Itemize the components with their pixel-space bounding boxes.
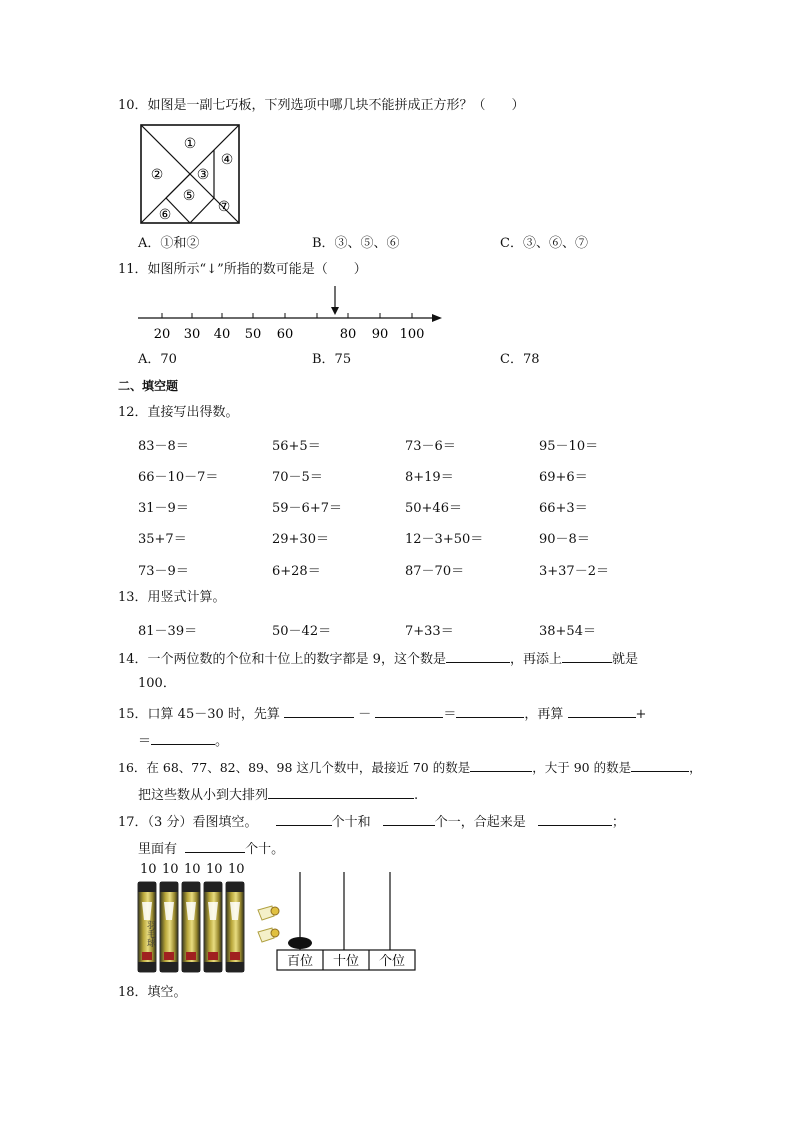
q14-blank-1[interactable] <box>446 649 510 663</box>
q16-line1 <box>118 758 702 776</box>
q16-text-2: ，大于 90 的数是 <box>532 760 632 775</box>
piece-label-7: ⑦ <box>217 199 231 215</box>
tube-count-label: 10 <box>184 862 201 877</box>
calc-item: 90－8＝ <box>539 532 590 547</box>
calc-item: 50+46＝ <box>405 501 462 516</box>
tube-icon <box>226 882 244 972</box>
shuttlecock-tubes-figure <box>136 880 284 974</box>
q15-minus: － <box>358 707 372 722</box>
q17-blank-3[interactable] <box>538 812 612 826</box>
q16-line2 <box>138 785 418 804</box>
calc-item: 31－9＝ <box>138 501 189 516</box>
q15-text-2: ，再算 <box>524 707 564 722</box>
q15-plus: + <box>635 707 647 722</box>
q12-stem: 12．直接写出得数。 <box>118 405 239 420</box>
piece-label-1: ① <box>183 136 197 152</box>
q11-option-b[interactable]: B．75 <box>312 352 352 367</box>
q10-option-a[interactable]: A．①和② <box>138 236 200 251</box>
q16-text-4: 把这些数从小到大排列 <box>138 788 269 803</box>
q17-blank-4[interactable] <box>185 839 245 853</box>
tangram-figure <box>140 124 242 226</box>
q14-line2: 100． <box>138 676 176 691</box>
vertical-calc-item: 81－39＝ <box>138 624 198 639</box>
place-label-hundreds: 百位 <box>286 954 314 969</box>
q16-blank-3[interactable] <box>268 785 414 799</box>
q16-text-1: 16．在 68、77、82、89、98 这几个数中，最接近 70 的数是 <box>118 760 471 775</box>
tick-label: 60 <box>276 327 294 342</box>
q17-text-4: ； <box>611 815 625 830</box>
piece-label-2: ② <box>150 167 164 183</box>
vertical-calc-item: 7+33＝ <box>405 624 454 639</box>
q17-text-1: 17．（3 分）看图填空。 <box>118 815 258 830</box>
tick-label: 50 <box>244 327 262 342</box>
place-label-ones: 个位 <box>378 954 406 969</box>
q11-stem: 11．如图所示“↓”所指的数可能是（ ） <box>118 262 367 277</box>
piece-label-4: ④ <box>220 152 234 168</box>
q17-text-3: 个一，合起来是 <box>434 815 526 830</box>
tick-label: 40 <box>213 327 231 342</box>
tick-label: 20 <box>153 327 171 342</box>
tube-count-label: 10 <box>162 862 179 877</box>
tube-count-label: 10 <box>140 862 157 877</box>
piece-label-5: ⑤ <box>182 188 196 204</box>
tube-count-label: 10 <box>206 862 223 877</box>
piece-label-3: ③ <box>196 167 210 183</box>
q15-text-1: 15．口算 45－30 时，先算 <box>118 707 280 722</box>
calc-item: 70－5＝ <box>272 470 323 485</box>
q14-blank-2[interactable] <box>562 649 612 663</box>
tube-icon <box>160 882 178 972</box>
q17-text-5: 里面有 <box>138 842 178 857</box>
calc-item: 6+28＝ <box>272 564 321 579</box>
q15-eq: ＝ <box>443 707 457 722</box>
calc-item: 56+5＝ <box>272 439 321 454</box>
q17-text-6: 个十。 <box>245 842 285 857</box>
tube-count-label: 10 <box>228 862 245 877</box>
section-title: 二、填空题 <box>118 379 179 393</box>
tick-label: 30 <box>183 327 201 342</box>
place-value-abacus <box>275 868 420 974</box>
calc-item: 69+6＝ <box>539 470 588 485</box>
q17-line2 <box>138 839 284 858</box>
calc-item: 73－9＝ <box>138 564 189 579</box>
calc-item: 3+37－2＝ <box>539 564 609 579</box>
calc-item: 87－70＝ <box>405 564 465 579</box>
calc-item: 73－6＝ <box>405 439 456 454</box>
calc-item: 83－8＝ <box>138 439 189 454</box>
q15-blank-3[interactable] <box>456 704 524 718</box>
calc-item: 35+7＝ <box>138 532 187 547</box>
q16-text-3: ， <box>689 760 702 775</box>
q15-blank-5[interactable] <box>151 731 215 745</box>
q13-stem: 13．用竖式计算。 <box>118 590 226 605</box>
q15-blank-1[interactable] <box>284 704 354 718</box>
calc-item: 59－6+7＝ <box>272 501 342 516</box>
calc-item: 66－10－7＝ <box>138 470 219 485</box>
calc-item: 8+19＝ <box>405 470 454 485</box>
number-line <box>134 284 446 344</box>
q18-stem: 18．填空。 <box>118 985 187 1000</box>
vertical-calc-item: 50－42＝ <box>272 624 332 639</box>
calc-item: 95－10＝ <box>539 439 599 454</box>
calc-item: 66+3＝ <box>539 501 588 516</box>
tube-icon <box>204 882 222 972</box>
q10-stem: 10．如图是一副七巧板，下列选项中哪几块不能拼成正方形？（ ） <box>118 98 525 113</box>
q15-blank-2[interactable] <box>375 704 443 718</box>
tick-label: 80 <box>339 327 357 342</box>
tick-label: 100 <box>399 327 425 342</box>
place-label-tens: 十位 <box>332 954 360 969</box>
q15-eq2: ＝ <box>138 734 152 749</box>
abacus-bead <box>288 937 312 949</box>
q14-text-2: ，再添上 <box>509 652 562 667</box>
q16-blank-1[interactable] <box>470 758 532 772</box>
q17-blank-1[interactable] <box>276 812 332 826</box>
q14-line1 <box>118 649 638 668</box>
q17-line1 <box>118 812 625 831</box>
q15-line2 <box>138 731 228 750</box>
q10-option-b[interactable]: B．③、⑤、⑥ <box>312 236 400 251</box>
q14-text-3: 就是 <box>611 652 638 667</box>
q15-end: 。 <box>215 734 229 749</box>
q10-option-c[interactable]: C．③、⑥、⑦ <box>500 236 588 251</box>
tube-brand-label: 羽毛球 <box>145 920 155 947</box>
q15-blank-4[interactable] <box>568 704 636 718</box>
tick-label: 90 <box>371 327 389 342</box>
q16-text-5: . <box>414 788 419 803</box>
q17-blank-2[interactable] <box>383 812 435 826</box>
q17-text-2: 个十和 <box>331 815 371 830</box>
q14-text-1: 14．一个两位数的个位和十位上的数字都是 9，这个数是 <box>118 652 446 667</box>
q15-line1 <box>118 704 646 723</box>
calc-item: 12－3+50＝ <box>405 532 484 547</box>
q11-option-c[interactable]: C．78 <box>500 352 540 367</box>
q16-blank-2[interactable] <box>631 758 689 772</box>
q11-option-a[interactable]: A．70 <box>138 352 177 367</box>
vertical-calc-item: 38+54＝ <box>539 624 596 639</box>
piece-label-6: ⑥ <box>158 207 172 223</box>
tube-icon <box>182 882 200 972</box>
calc-item: 29+30＝ <box>272 532 329 547</box>
